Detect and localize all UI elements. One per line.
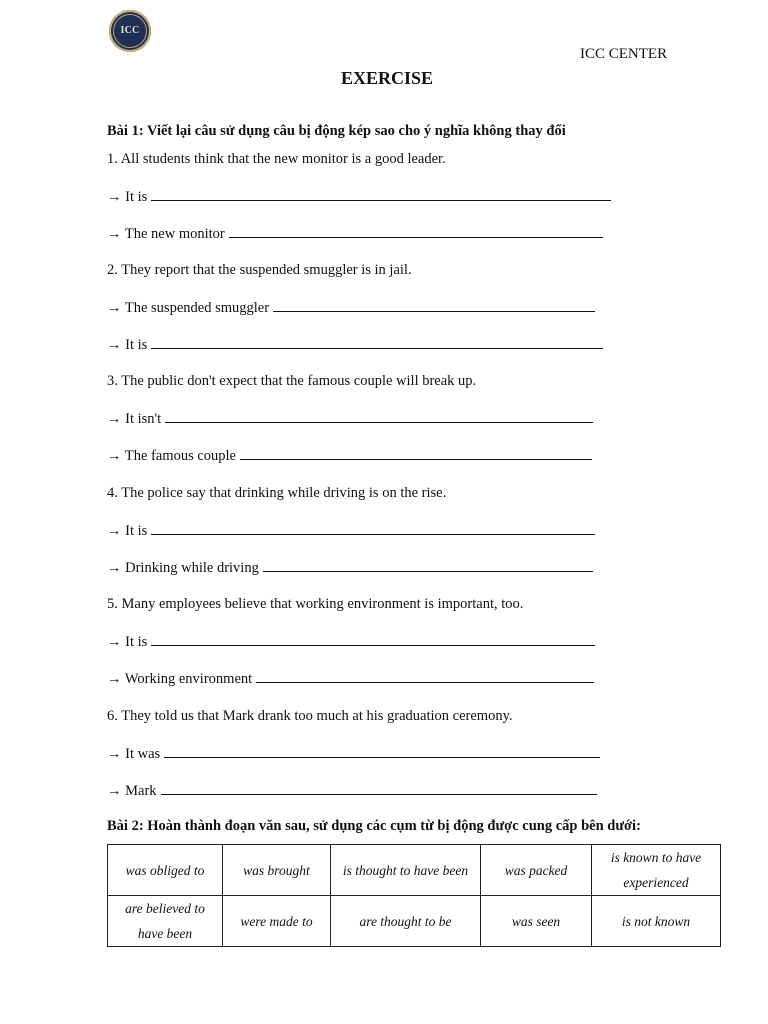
phrase-cell: was seen [481, 896, 592, 947]
question-6: 6. They told us that Mark drank too much at his graduation ceremony. [107, 708, 513, 724]
answer-blank[interactable] [273, 299, 595, 312]
question-1: 1. All students think that the new monitor is a good leader. [107, 151, 446, 167]
table-row [108, 896, 721, 947]
phrase-cell: is thought to have been [331, 845, 481, 896]
answer-blank[interactable] [151, 336, 603, 349]
phrase-cell: was brought [223, 845, 331, 896]
answer-line: → It is [107, 522, 595, 540]
answer-line: → It is [107, 188, 611, 206]
logo-text: ICC [120, 25, 140, 36]
center-name: ICC CENTER [580, 46, 668, 62]
page-title: EXERCISE [340, 68, 434, 88]
exercise-1-heading: Bài 1: Viết lại câu sử dụng câu bị động kép sao cho ý nghĩa không thay đổi [107, 123, 566, 139]
question-5: 5. Many employees believe that working environment is important, too. [107, 596, 524, 612]
answer-blank[interactable] [263, 559, 593, 572]
answer-line: → Mark [107, 782, 597, 800]
answer-blank[interactable] [151, 522, 595, 535]
answer-blank[interactable] [151, 633, 595, 646]
answer-blank[interactable] [165, 410, 593, 423]
question-4: 4. The police say that drinking while driving is on the rise. [107, 485, 447, 501]
answer-line: → It is [107, 633, 595, 651]
answer-blank[interactable] [161, 782, 597, 795]
answer-line: → The famous couple [107, 447, 592, 465]
exercise-2-heading: Bài 2: Hoàn thành đoạn văn sau, sử dụng các cụm từ bị động được cung cấp bên dưới: [107, 818, 641, 834]
phrase-cell: was obliged to [108, 845, 223, 896]
answer-line: → It was [107, 745, 600, 763]
phrase-cell: was packed [481, 845, 592, 896]
icc-logo [109, 10, 151, 52]
answer-line: → The suspended smuggler [107, 299, 595, 317]
question-2: 2. They report that the suspended smuggler is in jail. [107, 262, 412, 278]
answer-blank[interactable] [256, 670, 594, 683]
phrase-cell: is not known [592, 896, 721, 947]
answer-line: → Working environment [107, 670, 594, 688]
answer-blank[interactable] [240, 447, 592, 460]
answer-blank[interactable] [151, 188, 611, 201]
phrase-bank-table [107, 844, 721, 947]
answer-line: → It is [107, 336, 603, 354]
phrase-cell: is known to have experienced [592, 845, 721, 896]
phrase-cell: are thought to be [331, 896, 481, 947]
answer-blank[interactable] [229, 225, 603, 238]
answer-line: → The new monitor [107, 225, 603, 243]
answer-line: → It isn't [107, 410, 593, 428]
answer-line: → Drinking while driving [107, 559, 593, 577]
phrase-cell: are believed to have been [108, 896, 223, 947]
answer-blank[interactable] [164, 745, 600, 758]
phrase-cell: were made to [223, 896, 331, 947]
question-3: 3. The public don't expect that the famous couple will break up. [107, 373, 477, 389]
table-row [108, 845, 721, 896]
